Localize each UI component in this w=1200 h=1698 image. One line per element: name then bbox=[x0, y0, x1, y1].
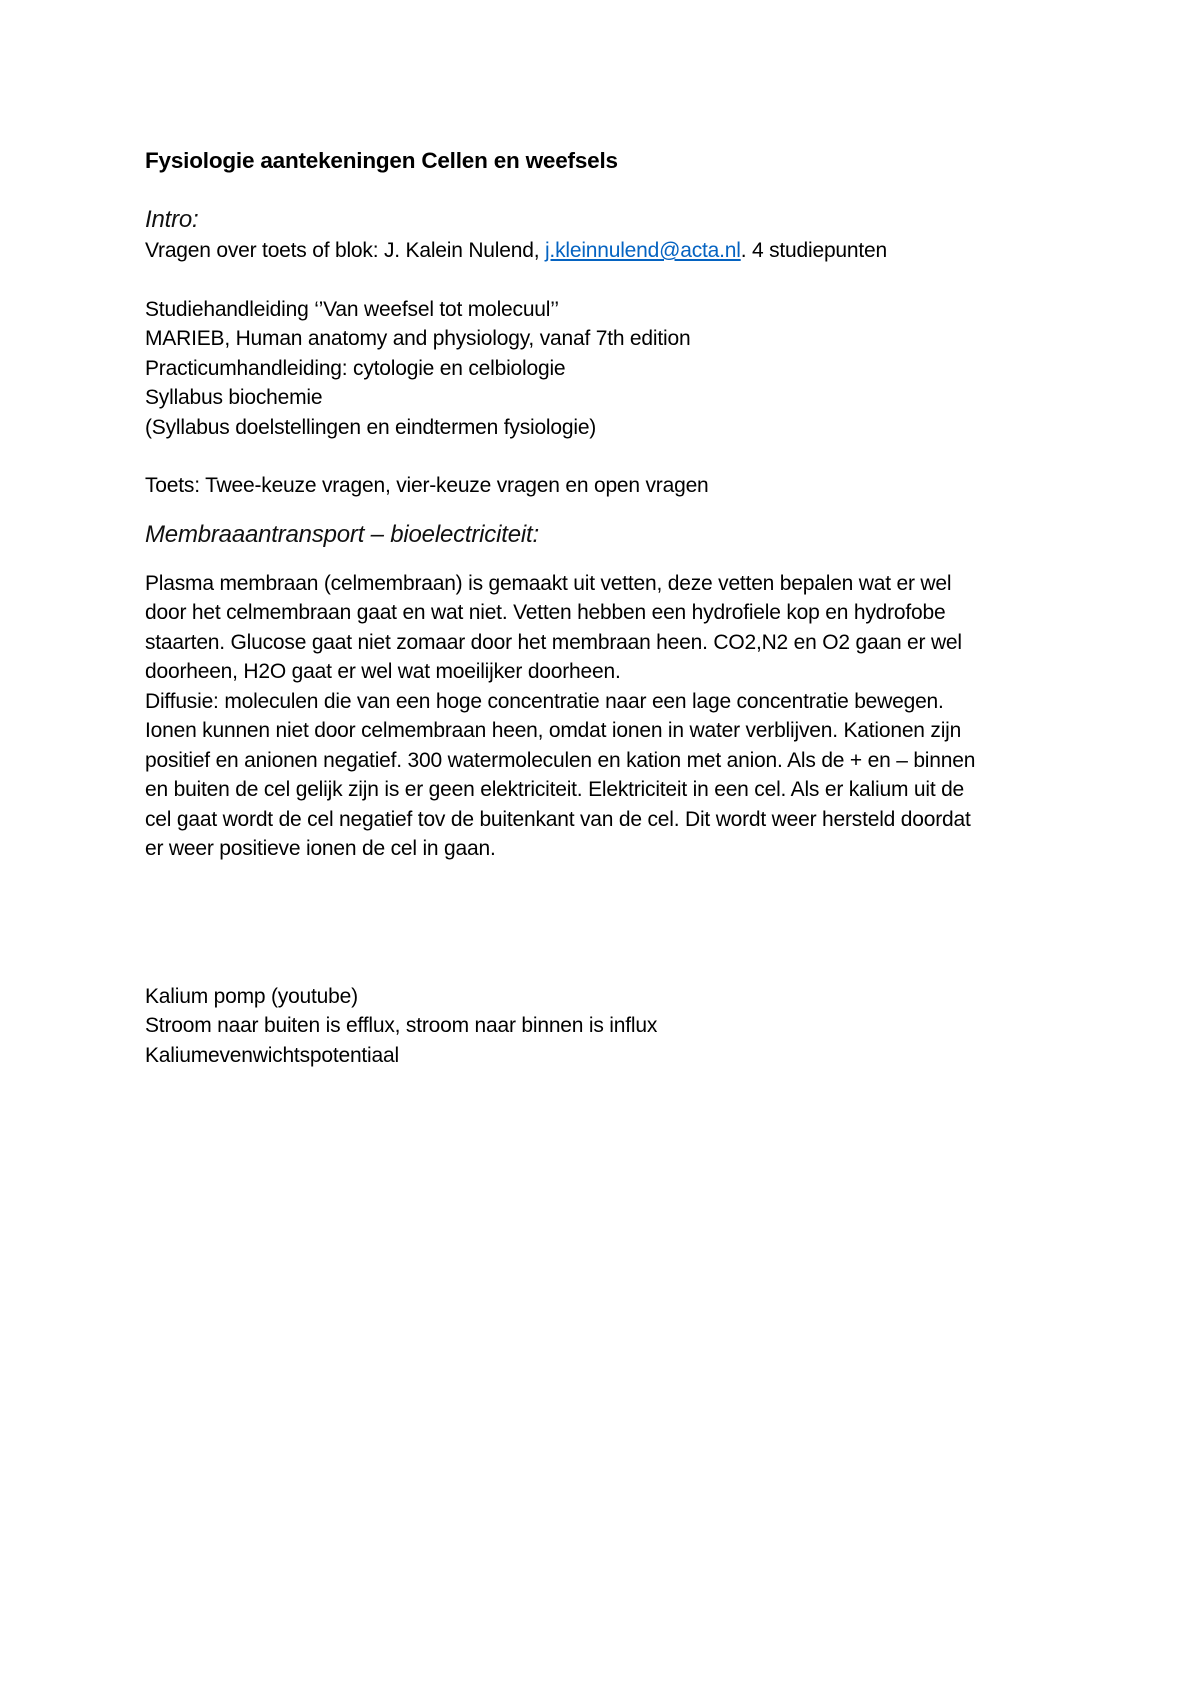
spacer bbox=[145, 864, 1065, 982]
literature-list bbox=[145, 295, 1065, 443]
paragraph-line: Plasma membraan (celmembraan) is gemaakt uit vetten, deze vetten bepalen wat er wel bbox=[145, 571, 952, 595]
paragraph-line: door het celmembraan gaat en wat niet. Vetten hebben een hydrofiele kop en hydrofobe bbox=[145, 601, 946, 624]
paragraph-line: doorheen, H2O gaat er wel wat moeilijker doorheen. bbox=[145, 660, 621, 683]
intro-heading: Intro: bbox=[145, 206, 199, 233]
potassium-notes bbox=[145, 982, 1065, 1071]
spacer bbox=[145, 442, 1065, 471]
paragraph-line: staarten. Glucose gaat niet zomaar door het membraan heen. CO2,N2 en O2 gaan er wel bbox=[145, 630, 962, 654]
membrane-heading: Membraaantransport – bioelectriciteit: bbox=[145, 520, 539, 548]
potassium-note: Kalium pomp (youtube) bbox=[145, 984, 358, 1008]
paragraph-line: en buiten de cel gelijk zijn is er geen elektriciteit. Elektriciteit in een cel. Als er kalium uit de bbox=[145, 778, 965, 801]
document-title: Fysiologie aantekeningen Cellen en weefsels bbox=[145, 148, 618, 173]
document-body bbox=[145, 146, 1065, 1070]
spacer bbox=[145, 501, 1065, 519]
paragraph-line: cel gaat wordt de cel negatief tov de buitenkant van de cel. Dit wordt weer hersteld doordat bbox=[145, 807, 971, 831]
paragraph-line: er weer positieve ionen de cel in gaan. bbox=[145, 837, 496, 860]
literature-item: Studiehandleiding ‘’Van weefsel tot molecuul’’ bbox=[145, 297, 559, 321]
paragraph-line: positief en anionen negatief. 300 watermoleculen en kation met anion. Als de + en – binnen bbox=[145, 748, 976, 772]
literature-item: Practicumhandleiding: cytologie en celbiologie bbox=[145, 356, 566, 380]
contact-line bbox=[145, 236, 1065, 266]
paragraph-line: Diffusie: moleculen die van een hoge concentratie naar een lage concentratie bewegen. bbox=[145, 689, 944, 713]
exam-info: Toets: Twee-keuze vragen, vier-keuze vragen en open vragen bbox=[145, 474, 709, 497]
contact-email-link[interactable]: j.kleinnulend@acta.nl bbox=[544, 239, 741, 262]
literature-item: (Syllabus doelstellingen en eindtermen fysiologie) bbox=[145, 415, 597, 439]
spacer bbox=[145, 266, 1065, 295]
potassium-note: Stroom naar buiten is efflux, stroom naar binnen is influx bbox=[145, 1014, 658, 1037]
potassium-note: Kaliumevenwichtspotentiaal bbox=[145, 1043, 399, 1067]
literature-item: Syllabus biochemie bbox=[145, 386, 323, 409]
membrane-paragraph bbox=[145, 569, 1065, 864]
contact-suffix: . 4 studiepunten bbox=[740, 239, 887, 262]
literature-item: MARIEB, Human anatomy and physiology, vanaf 7th edition bbox=[145, 327, 691, 350]
spacer bbox=[145, 551, 1065, 569]
contact-prefix: Vragen over toets of blok: J. Kalein Nulend, bbox=[145, 239, 545, 262]
paragraph-line: Ionen kunnen niet door celmembraan heen, omdat ionen in water verblijven. Kationen zijn bbox=[145, 719, 962, 742]
